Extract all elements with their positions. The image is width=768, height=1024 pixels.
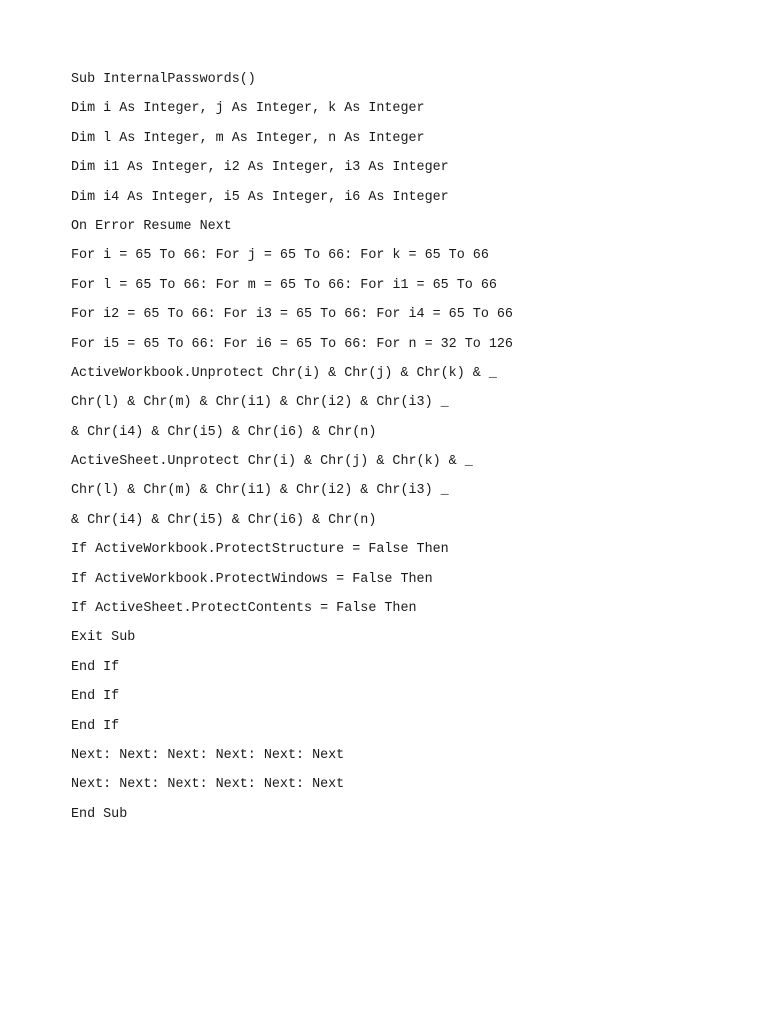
code-line: Dim i4 As Integer, i5 As Integer, i6 As Integer [71,189,449,205]
code-line: ActiveWorkbook.Unprotect Chr(i) & Chr(j) & Chr(k) & _ [71,365,497,381]
code-line: Exit Sub [71,630,136,646]
code-line: For i = 65 To 66: For j = 65 To 66: For k = 65 To 66 [71,248,489,264]
code-line: End If [71,689,120,705]
code-line: Dim l As Integer, m As Integer, n As Integer [71,130,425,146]
code-line: For i5 = 65 To 66: For i6 = 65 To 66: For n = 32 To 126 [71,336,513,352]
code-line: End Sub [71,806,128,822]
code-line: Next: Next: Next: Next: Next: Next [71,747,345,763]
code-line: End If [71,659,120,675]
code-line: If ActiveWorkbook.ProtectStructure = False Then [71,542,449,558]
code-line: For l = 65 To 66: For m = 65 To 66: For i1 = 65 To 66 [71,277,497,293]
code-line: ActiveSheet.Unprotect Chr(i) & Chr(j) & Chr(k) & _ [71,454,473,470]
code-line: Dim i As Integer, j As Integer, k As Integer [71,101,425,117]
code-line: Chr(l) & Chr(m) & Chr(i1) & Chr(i2) & Chr(i3) _ [71,395,449,411]
code-line: For i2 = 65 To 66: For i3 = 65 To 66: For i4 = 65 To 66 [71,307,513,323]
code-line: End If [71,718,120,734]
code-line: On Error Resume Next [71,218,232,234]
code-line: If ActiveSheet.ProtectContents = False Then [71,601,417,617]
code-line: Chr(l) & Chr(m) & Chr(i1) & Chr(i2) & Chr(i3) _ [71,483,449,499]
code-line: Next: Next: Next: Next: Next: Next [71,777,345,793]
code-line: Sub InternalPasswords() [71,72,256,87]
code-line: & Chr(i4) & Chr(i5) & Chr(i6) & Chr(n) [71,424,377,440]
code-line: Dim i1 As Integer, i2 As Integer, i3 As Integer [71,160,449,176]
vba-code-block [71,69,513,833]
code-line: If ActiveWorkbook.ProtectWindows = False Then [71,571,433,587]
code-line: & Chr(i4) & Chr(i5) & Chr(i6) & Chr(n) [71,512,377,528]
